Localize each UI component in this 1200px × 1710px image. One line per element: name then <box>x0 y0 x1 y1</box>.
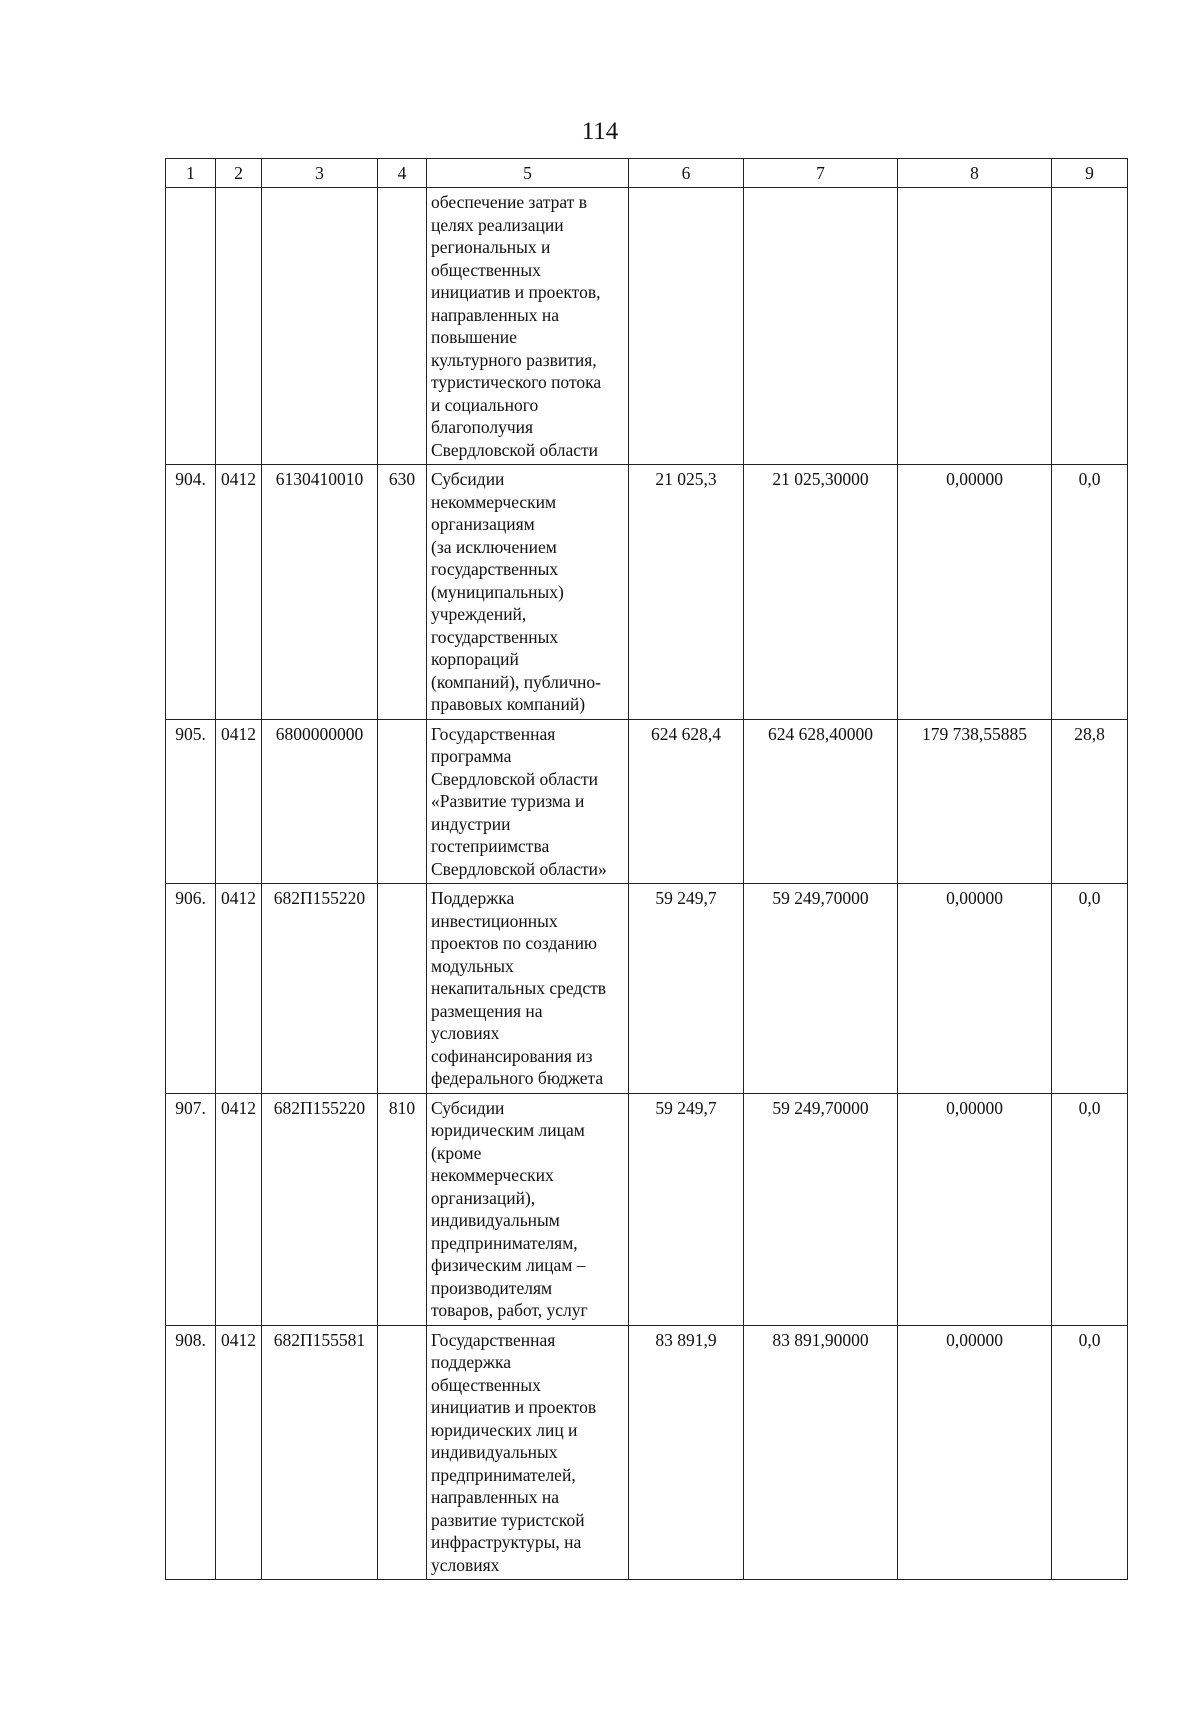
value-col-7 <box>744 188 898 465</box>
value-col-6: 59 249,7 <box>629 1093 744 1325</box>
value-col-7: 59 249,70000 <box>744 1093 898 1325</box>
value-col-9: 28,8 <box>1052 719 1128 884</box>
target-code: 682П155220 <box>262 1093 378 1325</box>
column-header-9: 9 <box>1052 159 1128 188</box>
value-col-9: 0,0 <box>1052 1325 1128 1580</box>
row-number: 907. <box>166 1093 216 1325</box>
table-row <box>166 188 1128 465</box>
value-col-7: 624 628,40000 <box>744 719 898 884</box>
page-number: 114 <box>581 118 619 145</box>
section-code: 0412 <box>216 884 262 1094</box>
row-number: 906. <box>166 884 216 1094</box>
column-header-6: 6 <box>629 159 744 188</box>
table-row <box>166 884 1128 1094</box>
expense-type: 630 <box>378 465 427 720</box>
row-description: Субсидии юридическим лицам (кроме некоммерческих организаций), индивидуальным предпринимателям, физическим лицам – производителям товаров, работ, услуг <box>427 1093 629 1325</box>
column-header-1: 1 <box>166 159 216 188</box>
row-description: обеспечение затрат в целях реализации региональных и общественных инициатив и проектов, направленных на повышение культурного развития, туристического потока и социального благополучия Свердловской области <box>427 188 629 465</box>
table-row <box>166 1325 1128 1580</box>
target-code: 6800000000 <box>262 719 378 884</box>
section-code <box>216 188 262 465</box>
value-col-8: 0,00000 <box>898 884 1052 1094</box>
section-code: 0412 <box>216 1093 262 1325</box>
row-description: Субсидии некоммерческим организациям (за исключением государственных (муниципальных) учреждений, государственных корпораций (компаний), публично- правовых компаний) <box>427 465 629 720</box>
target-code: 6130410010 <box>262 465 378 720</box>
section-code: 0412 <box>216 719 262 884</box>
value-col-6 <box>629 188 744 465</box>
table-row <box>166 465 1128 720</box>
target-code: 682П155220 <box>262 884 378 1094</box>
value-col-9: 0,0 <box>1052 884 1128 1094</box>
budget-table <box>165 158 1128 1580</box>
value-col-7: 21 025,30000 <box>744 465 898 720</box>
column-header-2: 2 <box>216 159 262 188</box>
expense-type <box>378 1325 427 1580</box>
section-code: 0412 <box>216 1325 262 1580</box>
row-number: 908. <box>166 1325 216 1580</box>
value-col-6: 83 891,9 <box>629 1325 744 1580</box>
expense-type <box>378 719 427 884</box>
expense-type: 810 <box>378 1093 427 1325</box>
row-number: 905. <box>166 719 216 884</box>
table-row <box>166 719 1128 884</box>
value-col-8: 0,00000 <box>898 465 1052 720</box>
row-description: Поддержка инвестиционных проектов по созданию модульных некапитальных средств размещения на условиях софинансирования из федерального бюджета <box>427 884 629 1094</box>
row-description: Государственная программа Свердловской области «Развитие туризма и индустрии гостеприимства Свердловской области» <box>427 719 629 884</box>
column-header-4: 4 <box>378 159 427 188</box>
column-header-7: 7 <box>744 159 898 188</box>
target-code: 682П155581 <box>262 1325 378 1580</box>
target-code <box>262 188 378 465</box>
value-col-9: 0,0 <box>1052 1093 1128 1325</box>
section-code: 0412 <box>216 465 262 720</box>
column-header-3: 3 <box>262 159 378 188</box>
value-col-7: 59 249,70000 <box>744 884 898 1094</box>
value-col-7: 83 891,90000 <box>744 1325 898 1580</box>
expense-type <box>378 884 427 1094</box>
value-col-8 <box>898 188 1052 465</box>
column-header-5: 5 <box>427 159 629 188</box>
value-col-9 <box>1052 188 1128 465</box>
expense-type <box>378 188 427 465</box>
table-row <box>166 1093 1128 1325</box>
row-number <box>166 188 216 465</box>
column-number-header-row <box>166 159 1128 188</box>
row-number: 904. <box>166 465 216 720</box>
value-col-6: 59 249,7 <box>629 884 744 1094</box>
value-col-9: 0,0 <box>1052 465 1128 720</box>
value-col-6: 624 628,4 <box>629 719 744 884</box>
row-description: Государственная поддержка общественных инициатив и проектов юридических лиц и индивидуальных предпринимателей, направленных на развитие туристской инфраструктуры, на условиях <box>427 1325 629 1580</box>
value-col-8: 0,00000 <box>898 1325 1052 1580</box>
column-header-8: 8 <box>898 159 1052 188</box>
value-col-8: 0,00000 <box>898 1093 1052 1325</box>
value-col-6: 21 025,3 <box>629 465 744 720</box>
value-col-8: 179 738,55885 <box>898 719 1052 884</box>
